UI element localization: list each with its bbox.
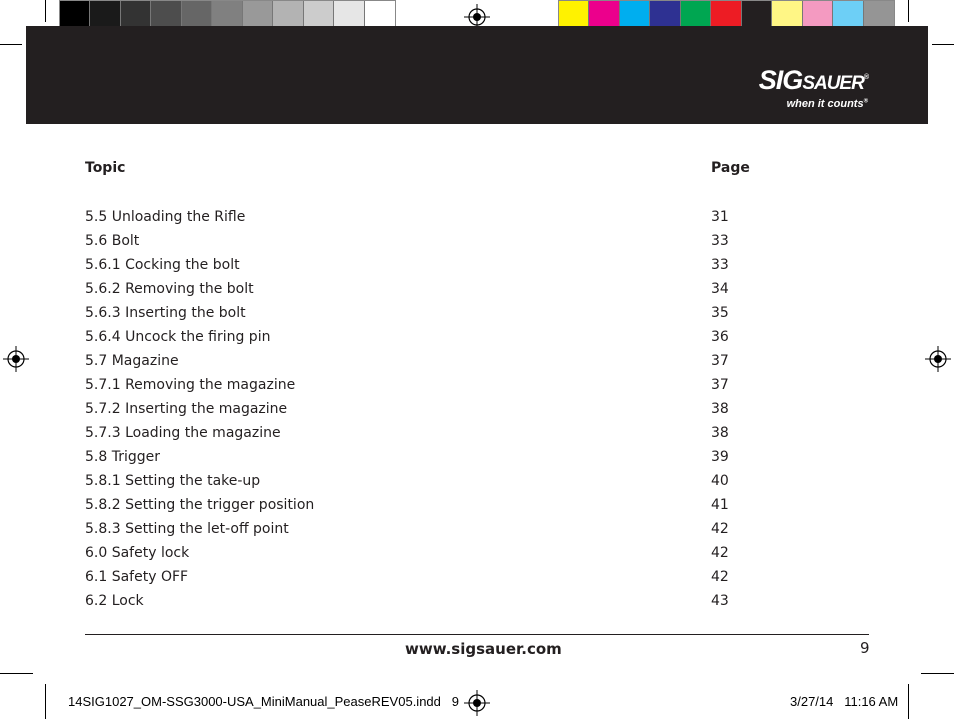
logo-tagline-mark: ® bbox=[863, 98, 868, 105]
toc-topic-heading: Topic bbox=[85, 160, 126, 176]
toc-topic: 6.0 Safety lock bbox=[85, 545, 190, 561]
toc-row bbox=[85, 592, 785, 616]
registration-mark-icon bbox=[925, 346, 951, 372]
toc-row bbox=[85, 472, 785, 496]
toc-row bbox=[85, 232, 785, 256]
logo-sig: SIG bbox=[758, 65, 803, 95]
toc-page: 36 bbox=[711, 329, 729, 345]
toc-topic: 5.6.3 Inserting the bolt bbox=[85, 305, 246, 321]
toc-row bbox=[85, 496, 785, 520]
toc-topic: 5.5 Unloading the Rifle bbox=[85, 209, 246, 225]
toc-row bbox=[85, 328, 785, 352]
toc-row bbox=[85, 520, 785, 544]
toc-page: 37 bbox=[711, 353, 729, 369]
toc-page: 43 bbox=[711, 593, 729, 609]
toc-topic: 5.6.4 Uncock the firing pin bbox=[85, 329, 271, 345]
toc-page: 34 bbox=[711, 281, 729, 297]
toc-row bbox=[85, 352, 785, 376]
toc-row bbox=[85, 376, 785, 400]
logo-trademark: ® bbox=[863, 74, 868, 81]
crop-mark-top-right-v bbox=[908, 0, 909, 22]
crop-mark-bottom-left-v bbox=[45, 684, 46, 719]
footer-rule bbox=[85, 634, 869, 635]
toc-row bbox=[85, 424, 785, 448]
toc-page: 31 bbox=[711, 209, 729, 225]
toc-topic: 5.6.2 Removing the bolt bbox=[85, 281, 254, 297]
toc-page: 42 bbox=[711, 545, 729, 561]
crop-mark-bottom-left-h bbox=[0, 673, 33, 674]
crop-mark-top-right-h bbox=[932, 44, 954, 45]
toc-topic: 5.8.2 Setting the trigger position bbox=[85, 497, 315, 513]
toc-page: 33 bbox=[711, 233, 729, 249]
logo-tagline-text: when it counts bbox=[786, 98, 864, 110]
toc-row bbox=[85, 304, 785, 328]
toc-row bbox=[85, 280, 785, 304]
toc-page: 41 bbox=[711, 497, 729, 513]
toc-row bbox=[85, 256, 785, 280]
crop-mark-top-left-h bbox=[0, 44, 22, 45]
slug-file-name: 14SIG1027_OM-SSG3000-USA_MiniManual_PeaseREV05.indd 9 bbox=[68, 694, 459, 709]
toc-list bbox=[85, 208, 785, 616]
toc-row bbox=[85, 448, 785, 472]
toc-topic: 5.8.3 Setting the let-off point bbox=[85, 521, 289, 537]
toc-topic: 6.2 Lock bbox=[85, 593, 144, 609]
toc-page: 39 bbox=[711, 449, 729, 465]
toc-page: 35 bbox=[711, 305, 729, 321]
toc-row bbox=[85, 544, 785, 568]
toc-topic: 5.7.1 Removing the magazine bbox=[85, 377, 296, 393]
registration-mark-icon bbox=[3, 346, 29, 372]
crop-mark-top-left-v bbox=[45, 0, 46, 22]
logo-wordmark bbox=[759, 64, 868, 97]
toc-page: 38 bbox=[711, 425, 729, 441]
toc-page-heading: Page bbox=[711, 160, 750, 176]
toc-topic: 5.6 Bolt bbox=[85, 233, 140, 249]
toc-page: 37 bbox=[711, 377, 729, 393]
registration-mark-icon bbox=[464, 690, 490, 716]
toc-topic: 5.8 Trigger bbox=[85, 449, 160, 465]
logo-tagline bbox=[759, 98, 868, 110]
toc-topic: 5.6.1 Cocking the bolt bbox=[85, 257, 240, 273]
toc-topic: 6.1 Safety OFF bbox=[85, 569, 189, 585]
toc-page: 33 bbox=[711, 257, 729, 273]
toc-topic: 5.7.3 Loading the magazine bbox=[85, 425, 281, 441]
toc-row bbox=[85, 568, 785, 592]
toc-page: 40 bbox=[711, 473, 729, 489]
logo-sauer: SAUER bbox=[802, 73, 864, 94]
toc-topic: 5.8.1 Setting the take-up bbox=[85, 473, 261, 489]
toc-topic: 5.7.2 Inserting the magazine bbox=[85, 401, 288, 417]
toc-page: 42 bbox=[711, 521, 729, 537]
crop-mark-bottom-right-v bbox=[908, 684, 909, 719]
toc-topic: 5.7 Magazine bbox=[85, 353, 179, 369]
slug-date-time: 3/27/14 11:16 AM bbox=[790, 694, 899, 709]
toc-page: 42 bbox=[711, 569, 729, 585]
footer-url: www.sigsauer.com bbox=[405, 640, 562, 658]
toc-row bbox=[85, 400, 785, 424]
page-header-band bbox=[26, 26, 928, 124]
toc-page: 38 bbox=[711, 401, 729, 417]
sig-sauer-logo bbox=[759, 64, 868, 110]
toc-row bbox=[85, 208, 785, 232]
page-number: 9 bbox=[860, 639, 870, 657]
crop-mark-bottom-right-h bbox=[921, 673, 954, 674]
